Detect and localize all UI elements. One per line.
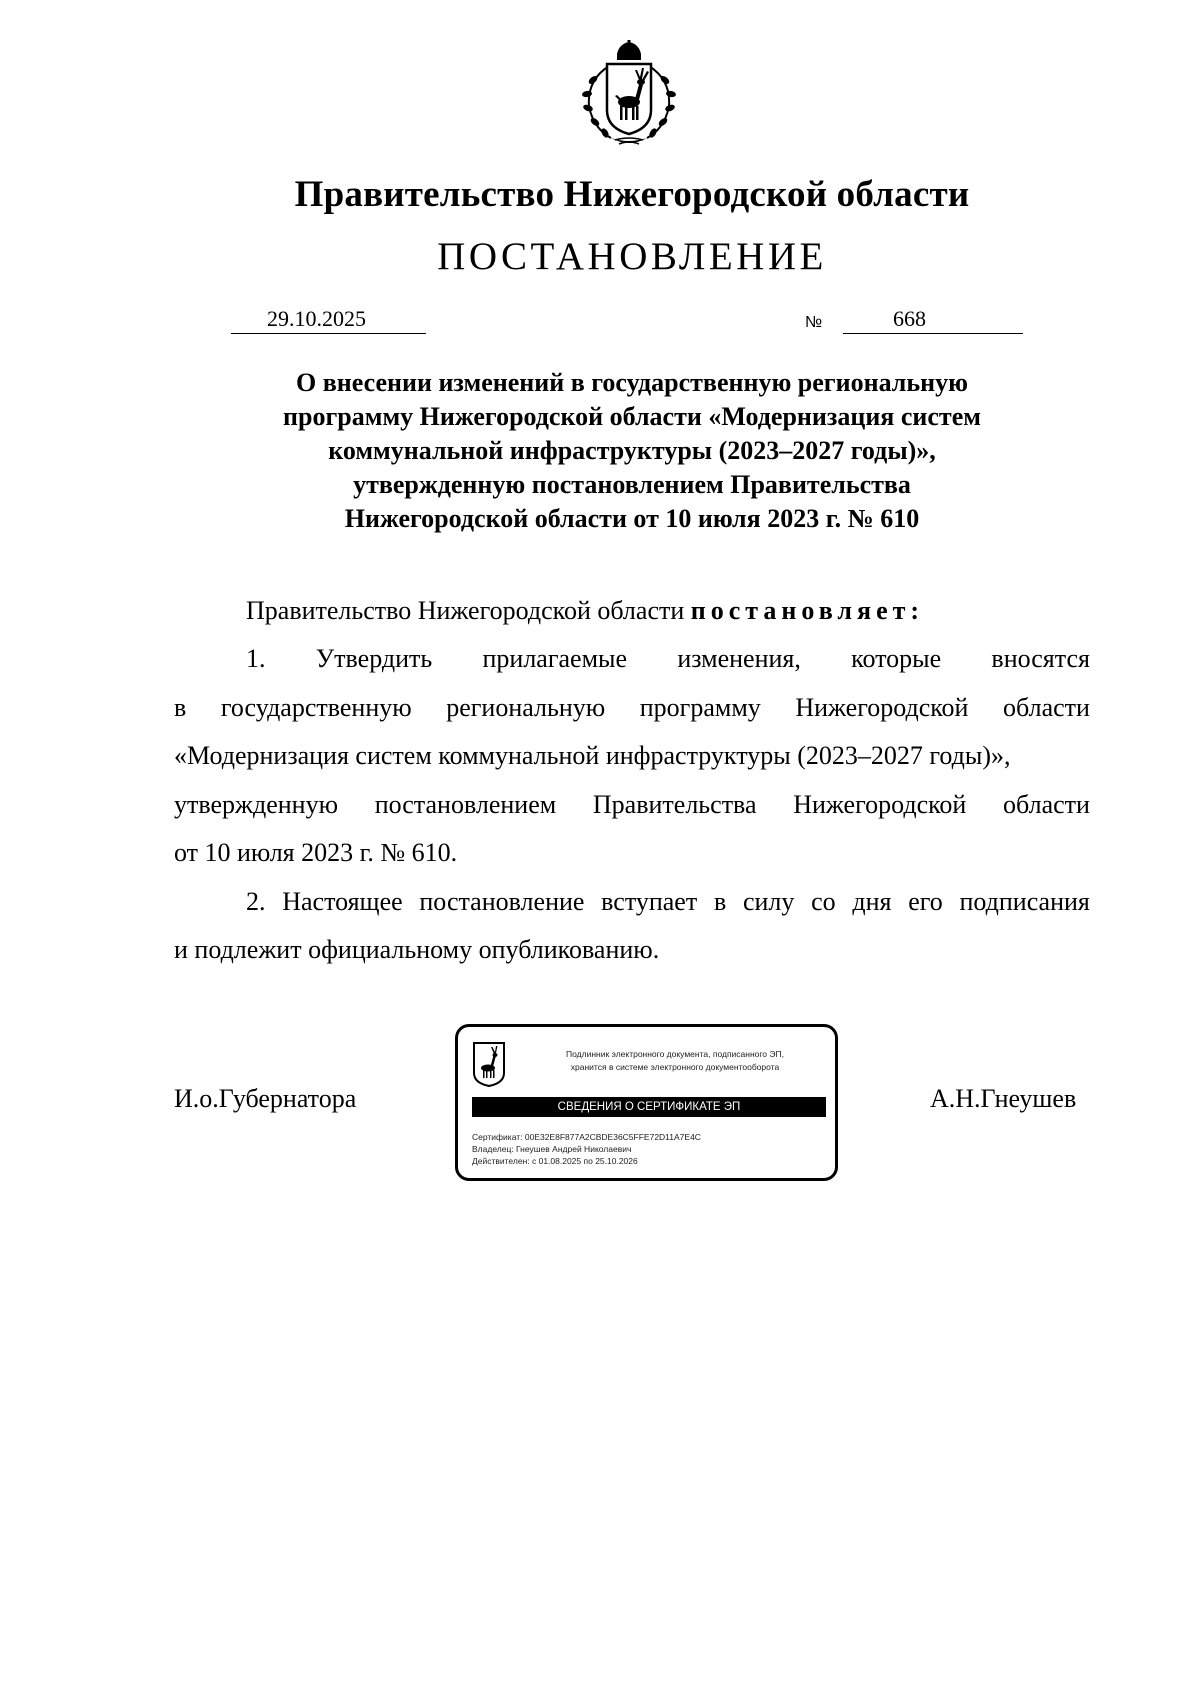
paragraph-1-line-2	[174, 693, 1090, 723]
body-word: постановление	[419, 887, 585, 916]
paragraph-1-line-3-text: «Модернизация систем коммунальной инфраструктуры (2023–2027 годы)»,	[174, 741, 1011, 770]
heading-line: О внесении изменений в государственную региональную	[296, 368, 968, 397]
certificate-owner: Владелец: Гнеушев Андрей Николаевич	[472, 1144, 632, 1154]
body-word: вступает	[601, 887, 698, 916]
body-word: Утвердить	[315, 644, 433, 673]
document-type-title: ПОСТАНОВЛЕНИЕ	[437, 235, 827, 278]
coat-of-arms-emblem	[571, 40, 687, 148]
body-word: Правительства	[592, 790, 757, 819]
body-word: силу	[742, 887, 795, 916]
intro-line	[246, 596, 924, 626]
paragraph-2-line-2: и подлежит официальному опубликованию.	[174, 935, 660, 964]
body-word: региональную	[446, 693, 606, 722]
body-word: вносятся	[991, 644, 1090, 673]
document-heading	[160, 366, 1104, 536]
number-sign: №	[805, 314, 823, 331]
document-number: 668	[893, 306, 926, 331]
certificate-details	[472, 1131, 701, 1167]
body-word: Нижегородской	[795, 693, 969, 722]
paragraph-1-line-5: от 10 июля 2023 г. № 610.	[174, 838, 458, 867]
date-underline	[231, 333, 426, 334]
heading-line: программу Нижегородской области «Модернизация систем	[283, 402, 981, 431]
signer-position: И.о.Губернатора	[174, 1084, 357, 1113]
stamp-note	[520, 1048, 830, 1074]
body-word: постановлением	[374, 790, 557, 819]
body-word: подписания	[959, 887, 1090, 916]
body-word: утвержденную	[174, 790, 339, 819]
body-word: программу	[639, 693, 761, 722]
body-word: в	[713, 887, 727, 916]
body-word: Настоящее	[282, 887, 403, 916]
body-word: его	[908, 887, 943, 916]
organization-title: Правительство Нижегородской области	[294, 174, 970, 215]
intro-text: Правительство Нижегородской области	[246, 596, 685, 625]
paragraph-1-line-3	[174, 741, 1090, 771]
number-underline	[843, 333, 1023, 334]
body-word: в	[174, 693, 187, 722]
stamp-note-line: Подлинник электронного документа, подписанного ЭП,	[566, 1049, 784, 1059]
body-word: изменения,	[677, 644, 801, 673]
body-word: со	[811, 887, 836, 916]
certificate-number: Сертификат: 00E32E8F877A2CBDE36C5FFE72D11A7E4C	[472, 1132, 701, 1142]
body-word: области	[1003, 790, 1090, 819]
body-word: Нижегородской	[793, 790, 967, 819]
signer-name: А.Н.Гнеушев	[930, 1084, 1077, 1113]
body-word: прилагаемые	[482, 644, 628, 673]
stamp-note-line: хранится в системе электронного документооборота	[570, 1062, 780, 1072]
certificate-info-title: СВЕДЕНИЯ О СЕРТИФИКАТЕ ЭП	[472, 1097, 826, 1117]
paragraph-2-line-1	[246, 887, 1090, 917]
electronic-signature-stamp	[455, 1024, 838, 1181]
intro-verb: постановляет:	[690, 596, 925, 625]
body-word: дня	[852, 887, 892, 916]
heading-line: утвержденную постановлением Правительства	[353, 470, 911, 499]
shield-deer-icon	[472, 1041, 506, 1087]
body-word: 1.	[246, 644, 266, 673]
body-word: 2.	[246, 887, 266, 916]
body-word: которые	[851, 644, 942, 673]
paragraph-1-line-4	[174, 790, 1090, 820]
body-word: области	[1003, 693, 1090, 722]
heading-line: коммунальной инфраструктуры (2023–2027 годы)»,	[328, 436, 936, 465]
heading-line: Нижегородской области от 10 июля 2023 г. № 610	[344, 504, 920, 533]
document-date: 29.10.2025	[267, 306, 366, 331]
body-word: государственную	[220, 693, 412, 722]
certificate-validity: Действителен: с 01.08.2025 по 25.10.2026	[472, 1156, 638, 1166]
paragraph-1-line-1	[246, 644, 1090, 674]
